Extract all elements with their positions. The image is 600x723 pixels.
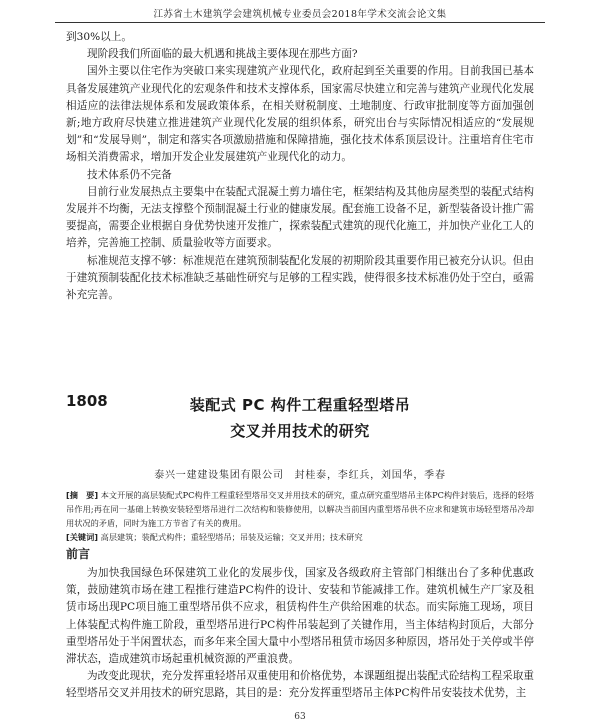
header-rule [55,22,545,23]
abstract-block [66,488,534,544]
paper-title-line2: 交叉并用技术的研究 [230,422,370,440]
article-body [66,565,534,703]
body-paragraph: 技术体系仍不完备 [87,168,172,181]
body-paragraph: 标准规范支撑不够：标准规范在建筑预制装配化发展的初期阶段其重要作用已被充分认识。但由于建筑预制装配化技术标准缺乏基础性研究与足够的工程实践，使得很多技术标准仍处于空白，亟需补充完善。 [66,254,534,302]
body-paragraph: 国外主要以住宅作为突破口来实现建筑产业现代化，政府起到至关重要的作用。目前我国已基本具备发展建筑产业现代化的宏观条件和技术支撑体系，国家需尽快建立和完善与建筑产业现代化发展相适应的法律法规体系和发展政策体系，在相关财税制度、土地制度、行政审批制度等方面加强创新;地方政府尽快建立推进建筑产业现代化发展的组织体系，研究出台与实际情况相适应的“发展规划”和“发展导则”，制定和落实各项激励措施和保障措施，强化技术体系顶层设计。注重培育住宅市场相关消费需求，增加开发企业发展建筑产业现代化的动力。 [66,65,534,164]
running-header: 江苏省土木建筑学会建筑机械专业委员会2018年学术交流会论文集 [153,9,447,20]
page-number: 63 [294,712,306,722]
paper-number: 1808 [66,392,108,410]
body-paragraph: 到30%以上。 [66,31,132,43]
body-paragraph: 为加快我国绿色环保建筑工业化的发展步伐，国家及各级政府主管部门相继出台了多种优惠政策，鼓励建筑市场在建工程推行建造PC构件的设计、安装和节能减排工作。建筑机械生产厂家及租赁市场出现PC项目施工重型塔吊供不应求，租赁构件生产供给困难的状态。而实际施工现场，项目上体装配式构件施工阶段，重型塔吊进行PC构件吊装起到了关键作用，当主体结构封顶后，大部分重型塔吊处于半闲置状态，而多年来全国大量中小型塔吊租赁市场因多种原因，塔吊处于关停或半停滞状态，造成建筑市场起重机械资源的严重浪费。 [66,567,534,666]
keywords-text: 高层建筑；装配式构件；重轻型塔吊；吊装及运输；交叉并用；技术研究 [100,532,363,542]
abstract-text: 本文开展的高层装配式PC构件工程重轻型塔吊交叉并用技术的研究，重点研究重型塔吊主体PC构件封装后，选择的轻塔吊作用;再在同一基础上转换安装轻型塔吊进行二次结构和装修使用，以解决当前国内重型塔吊供不应求和建筑市场轻型塔吊冷却用状况的矛盾，同时为施工方节省了有关的费用。 [66,490,534,528]
author-line: 泰兴一建建设集团有限公司 封桂泰，李红兵，刘国华，季春 [154,470,446,481]
body-paragraph: 为改变此现状，充分发挥重轻塔吊双重使用和价格优势，本课题组提出装配式砼结构工程采取重轻型塔吊交叉并用技术的研究思路，其目的是：充分发挥重型塔吊主体PC构件吊安装技术优势，主 [66,670,534,700]
abstract [66,488,534,530]
abstract-label: [摘 要] [66,490,99,500]
keywords [66,530,534,544]
paper-title [66,392,534,444]
body-paragraph: 现阶段我们所面临的最大机遇和挑战主要体现在那些方面? [87,48,358,61]
previous-article-body [66,29,534,304]
article-heading [66,392,534,440]
keywords-label: [关键词] [66,532,99,542]
paper-title-line1: 装配式 PC 构件工程重轻型塔吊 [189,396,411,414]
body-paragraph: 目前行业发展热点主要集中在装配式混凝土剪力墙住宅，框架结构及其他房屋类型的装配式结构发展并不均衡，无法支撑整个预制混凝土行业的健康发展。配套施工设备不足，新型装备设计推广需要提高，需要企业根据自身优势快速开发推广，探索装配式建筑的现代化施工，并加快产业化工人的培养，完善施工控制、质量验收等方面要求。 [66,185,534,250]
section-heading: 前言 [66,547,91,561]
